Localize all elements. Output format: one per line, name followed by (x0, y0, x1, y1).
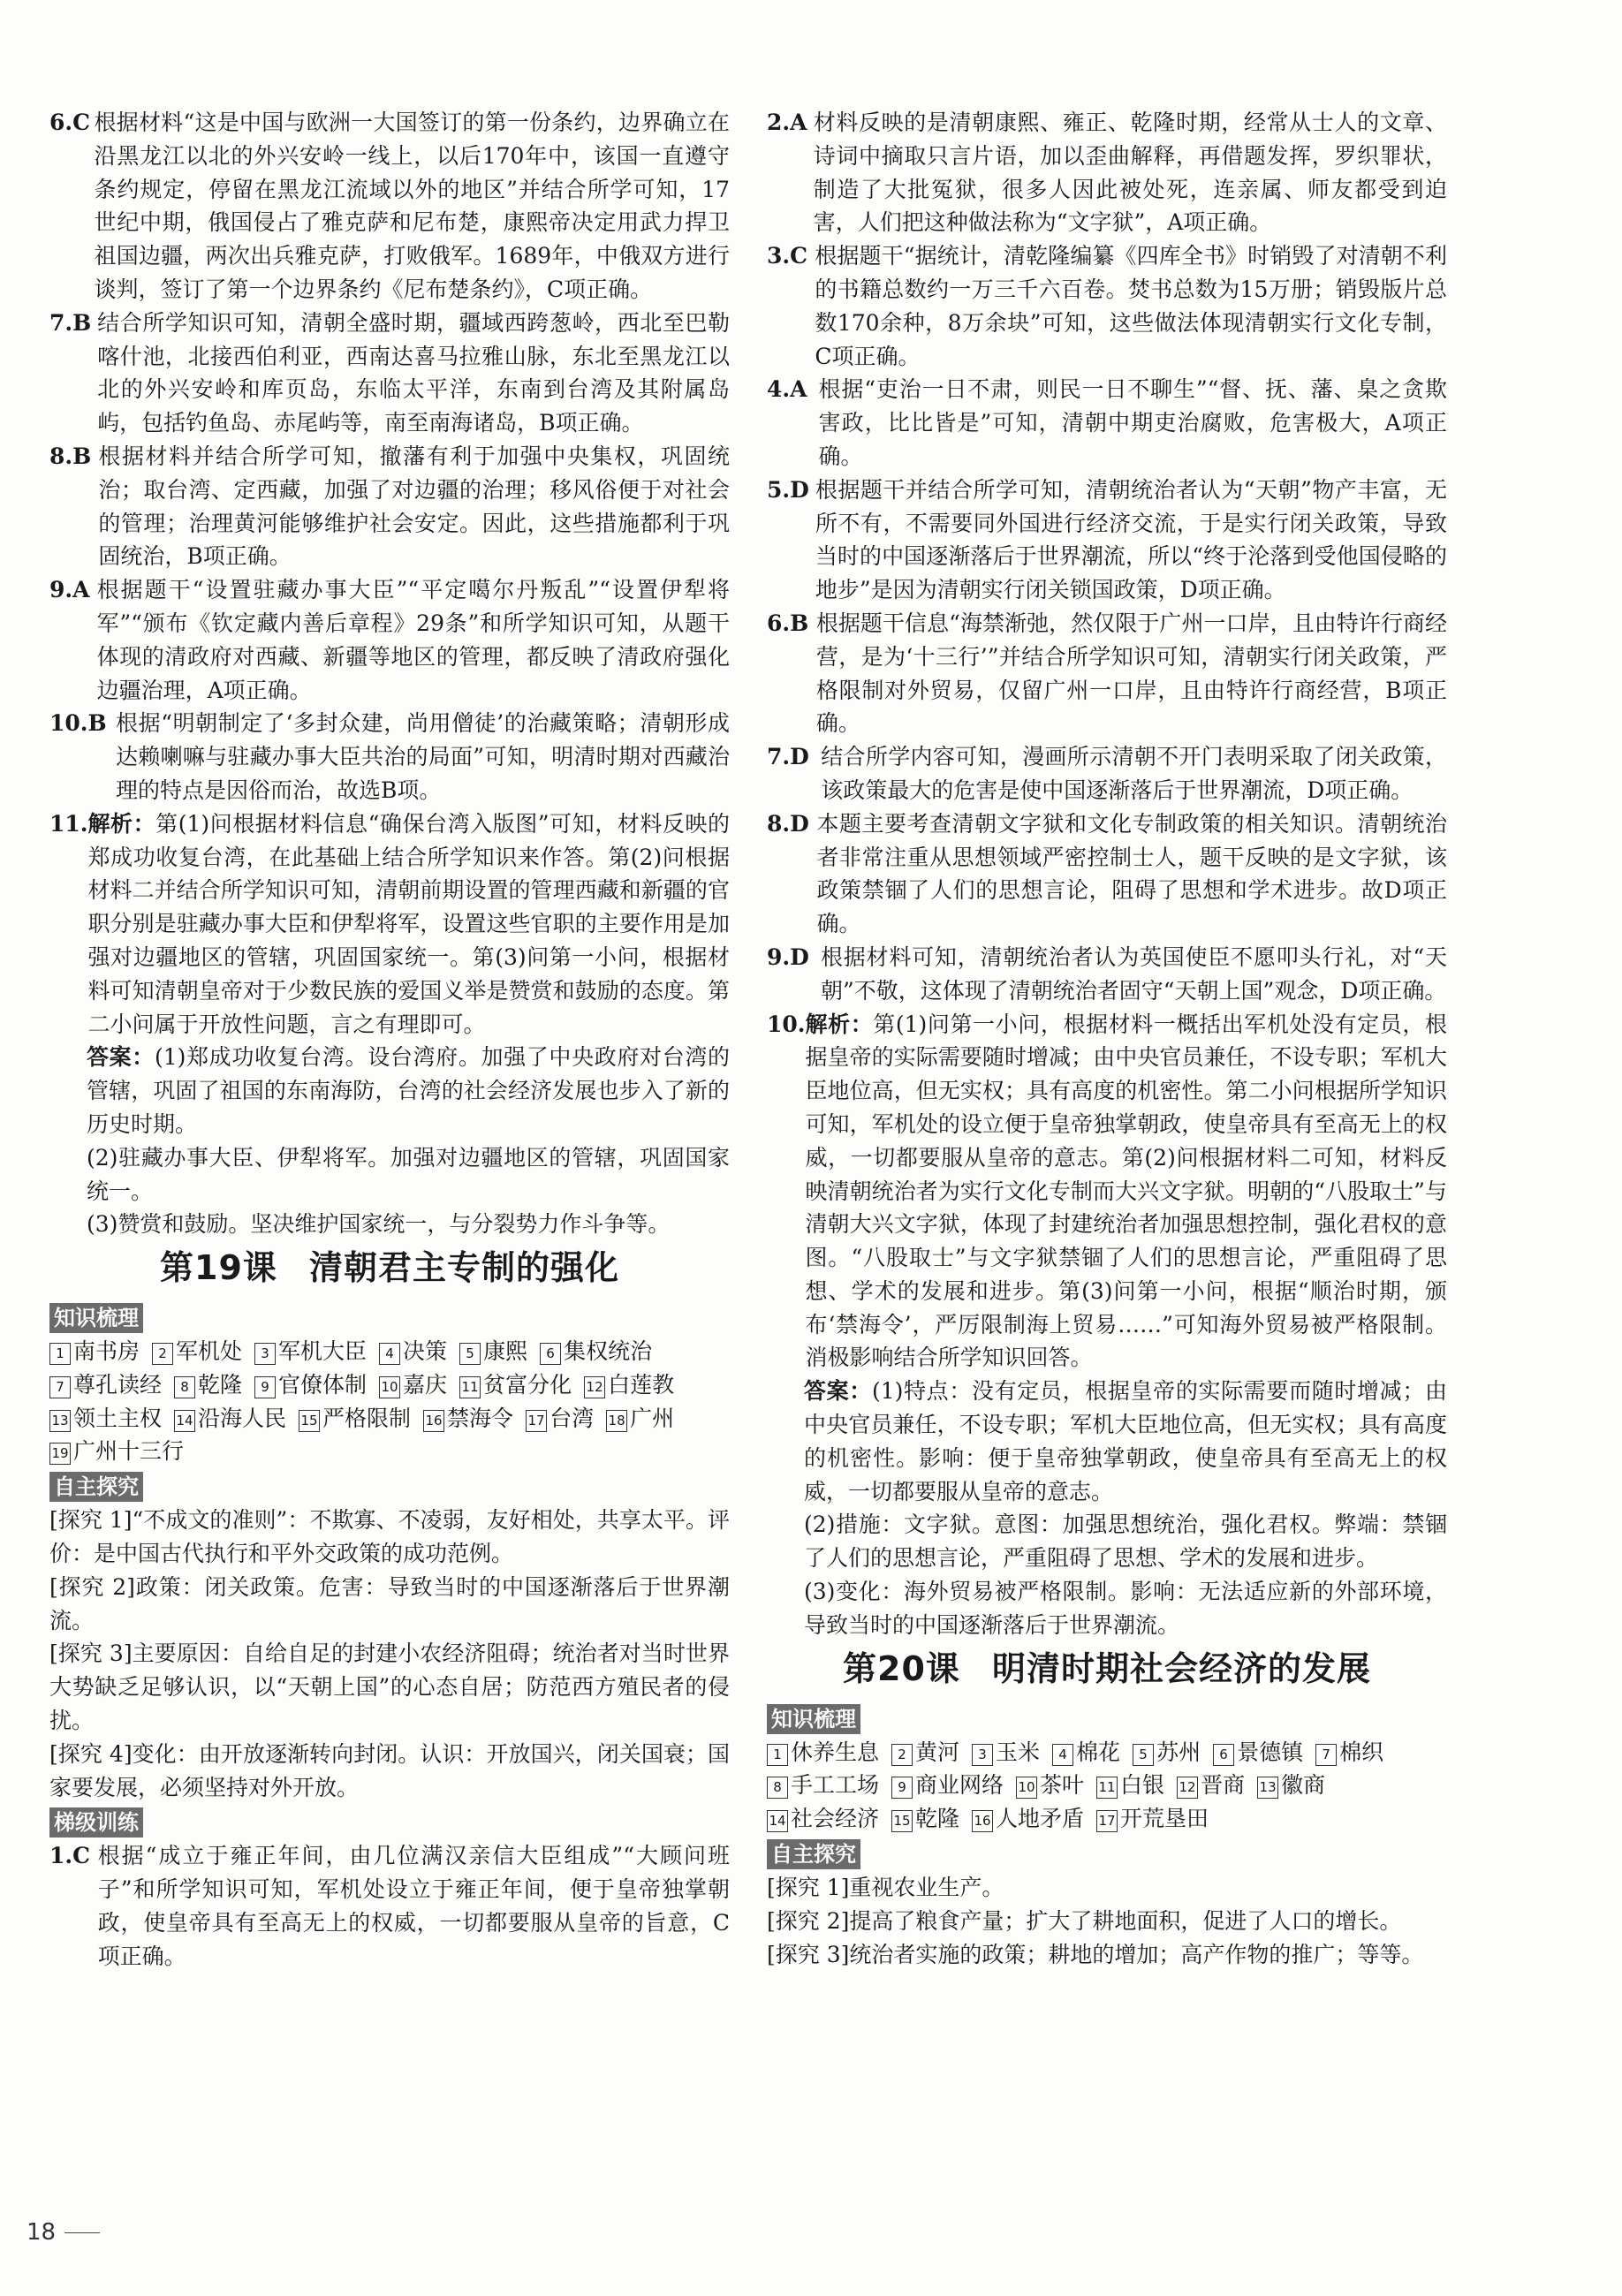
knowledge-item (459, 1335, 527, 1368)
item-number-box: 15 (299, 1410, 320, 1432)
knowledge-item (1257, 1769, 1325, 1802)
explore-item (49, 1637, 730, 1737)
item-number-box: 16 (972, 1810, 993, 1832)
item-number-box: 3 (254, 1343, 276, 1365)
knowledge-term: 康熙 (483, 1338, 528, 1365)
item-number-box: 13 (1257, 1777, 1278, 1799)
answer-item-9 (49, 573, 730, 707)
knowledge-item (891, 1802, 959, 1836)
page-footer (27, 2219, 100, 2246)
item-text: 结合所学内容可知，漫画所示清朝不开门表明采取了闭关政策，该政策最大的危害是使中国逐渐落后于世界潮流，D项正确。 (821, 744, 1447, 803)
knowledge-item (1213, 1736, 1303, 1769)
knowledge-term: 白莲教 (608, 1371, 675, 1398)
right-column (767, 106, 1447, 1971)
explore-item (49, 1504, 730, 1571)
item-text (806, 1008, 1448, 1375)
item-text: 根据材料可知，清朝统治者认为英国使臣不愿叩头行礼，对“天朝”不敬，这体现了清朝统治者固守“天朝上国”观念，D项正确。 (820, 943, 1447, 1004)
answer-item-r7 (767, 740, 1447, 807)
answer-item-r6 (767, 607, 1447, 740)
knowledge-term: 景德镇 (1237, 1739, 1304, 1765)
knowledge-term: 乾隆 (198, 1371, 243, 1398)
answer-item-11 (49, 807, 730, 1042)
item-number-box: 14 (174, 1410, 195, 1432)
knowledge-item (767, 1736, 879, 1769)
item-number: 6.C (49, 110, 90, 135)
answer-11-part1 (49, 1041, 730, 1140)
knowledge-item (174, 1402, 286, 1436)
section-tag-explore: 自主探究 (49, 1472, 143, 1502)
item-text: 根据题干并结合所学可知，清朝统治者认为“天朝”物产丰富，无所不有，不需要同外国进行经济交流，于是实行闭关政策，导致当时的中国逐渐落后于世界潮流，所以“终于沦落到受他国侵略的地步”是因为清朝实行闭关锁国政策，D项正确。 (815, 476, 1447, 603)
knowledge-item (459, 1368, 572, 1402)
item-text: 根据材料“这是中国与欧洲一大国签订的第一份条约，边界确立在沿黑龙江以北的外兴安岭一线上，以后170年中，该国一直遵守条约规定，停留在黑龙江流域以外的地区”并结合所学可知，17世纪中期，俄国侵占了雅克萨和尼布楚，康熙帝决定用武力捍卫祖国边疆，两次出兵雅克萨，打败俄军。1689年，中俄双方进行谈判，签订了第一个边界条约《尼布楚条约》，C项正确。 (94, 110, 730, 302)
knowledge-term: 开荒垦田 (1120, 1806, 1209, 1832)
answer-text: (1)郑成功收复台湾。设台湾府。加强了中央政府对台湾的管辖，巩固了祖国的东南海防，台湾的社会经济发展也步入了新的历史时期。 (87, 1044, 730, 1137)
knowledge-term: 沿海人民 (198, 1405, 287, 1431)
item-number-box: 9 (891, 1777, 913, 1799)
knowledge-item (379, 1368, 447, 1402)
item-number-box: 4 (1052, 1744, 1073, 1766)
explore-text: 主要原因：自给自足的封建小农经济阻碍；统治者对当时世界大势缺乏足够认识，以“天朝上国”的心态自居；防范西方殖民者的侵扰。 (49, 1641, 730, 1734)
training-item-1 (49, 1839, 730, 1973)
knowledge-item (423, 1402, 513, 1436)
item-number-box: 1 (767, 1744, 788, 1766)
answer-item-r3 (767, 239, 1447, 373)
item-number-box: 18 (606, 1410, 627, 1432)
knowledge-term: 嘉庆 (403, 1371, 448, 1398)
item-text: 根据材料并结合所学可知，撤藩有利于加强中央集权，巩固统治；取台湾、定西藏，加强了对边疆的治理；移风俗便于对社会的管理；治理黄河能够维护社会安定。因此，这些措施都利于巩固统治，B项正确。 (98, 443, 730, 570)
item-number-box: 19 (49, 1443, 71, 1465)
item-number: 10.B (49, 710, 107, 737)
item-number-box: 2 (891, 1744, 913, 1766)
explore-label: [探究 1] (767, 1875, 850, 1901)
knowledge-item (1096, 1802, 1209, 1836)
item-number-box: 9 (254, 1376, 276, 1398)
knowledge-term: 南书房 (73, 1338, 140, 1365)
explore-item (767, 1938, 1447, 1972)
item-number-box: 12 (584, 1376, 605, 1398)
knowledge-term: 人地矛盾 (996, 1806, 1085, 1832)
explore-item (767, 1905, 1447, 1938)
answer-10-part3: (3)变化：海外贸易被严格限制。影响：无法适应新的外部环境，导致当时的中国逐渐落后于世界潮流。 (804, 1579, 1447, 1638)
item-number-box: 7 (1315, 1744, 1337, 1766)
answer-item-7 (49, 307, 730, 440)
answer-text: (1)特点：没有定员，根据皇帝的实际需要而随时增减；由中央官员兼任，不设专职；军机大臣地位高，但无实权；具有高度的机密性。影响：便于皇帝独掌朝政，使皇帝具有至高无上的权威，一切都要服从皇帝的意志。 (804, 1378, 1447, 1504)
answer-item-8 (49, 440, 730, 573)
item-number: 11. (49, 810, 88, 837)
item-number-box: 7 (49, 1376, 71, 1398)
item-number: 8.D (767, 810, 809, 837)
answer-11-part3: (3)赞赏和鼓励。坚决维护国家统一，与分裂势力作斗争等。 (87, 1211, 671, 1238)
item-number-box: 14 (767, 1810, 788, 1832)
item-number-box: 5 (1133, 1744, 1154, 1766)
item-number-box: 16 (423, 1410, 444, 1432)
answer-item-r8 (767, 807, 1447, 941)
lesson-name: 清朝君主专制的强化 (308, 1248, 619, 1288)
page-number: 18 (27, 2219, 57, 2246)
knowledge-term: 商业网络 (915, 1772, 1004, 1799)
knowledge-item (49, 1368, 162, 1402)
explore-list (767, 1871, 1447, 1971)
item-text: 根据“吏治一日不肃，则民一日不聊生”“督、抚、藩、臬之贪欺害政，比比皆是”可知，清朝中期吏治腐败，危害极大，A项正确。 (818, 376, 1447, 469)
section-tag-knowledge: 知识梳理 (49, 1303, 143, 1333)
lesson-name: 明清时期社会经济的发展 (991, 1648, 1371, 1688)
knowledge-item (49, 1435, 184, 1468)
knowledge-term: 乾隆 (915, 1806, 960, 1832)
item-text: 根据“明朝制定了‘多封众建，尚用僧徒’的治藏策略；清朝形成达赖喇嘛与驻藏办事大臣共治的局面”可知，明清时期对西藏治理的特点是因俗而治，故选B项。 (116, 710, 730, 803)
item-text: 根据题干“据统计，清乾隆编纂《四库全书》时销毁了对清朝不利的书籍总数约一万三千六百卷。焚书总数为15万册；销毁版片总数170余种，8万余块”可知，这些做法体现清朝实行文化专制，C项正确。 (815, 243, 1447, 369)
knowledge-item (767, 1769, 879, 1802)
item-number: 1.C (49, 1843, 90, 1869)
knowledge-term: 尊孔读经 (73, 1371, 163, 1398)
item-number: 6.B (767, 610, 809, 636)
knowledge-item (49, 1402, 162, 1436)
analysis-text: 第(1)问根据材料信息“确保台湾入版图”可知，材料反映的郑成功收复台湾，在此基础上结合所学知识来作答。第(2)问根据材料二并结合所学知识可知，清朝前期设置的管理西藏和新疆的官职分别是驻藏办事大臣和伊犁将军，设置这些官职的主要作用是加强对边疆地区的管辖，巩固国家统一。第(3)问第一小问，根据材料可知清朝皇帝对于少数民族的爱国义举是赞赏和鼓励的态度。第二小问属于开放性问题，言之有理即可。 (87, 810, 730, 1037)
knowledge-term: 广州 (630, 1405, 675, 1431)
item-number-box: 13 (49, 1410, 71, 1432)
knowledge-term: 禁海令 (447, 1405, 514, 1431)
explore-text: 提高了粮食产量；扩大了耕地面积，促进了人口的增长。 (849, 1907, 1402, 1934)
knowledge-term: 白银 (1120, 1772, 1165, 1799)
knowledge-term: 茶叶 (1040, 1772, 1085, 1799)
item-number: 5.D (767, 476, 809, 503)
knowledge-item (254, 1335, 367, 1368)
knowledge-term: 苏州 (1156, 1739, 1201, 1765)
item-number-box: 11 (1096, 1777, 1118, 1799)
answer-item-r5 (767, 474, 1447, 607)
section-tag-training: 梯级训练 (49, 1807, 143, 1838)
knowledge-term: 严格限制 (322, 1405, 412, 1431)
knowledge-item (972, 1802, 1084, 1836)
knowledge-item (174, 1368, 242, 1402)
lesson-number: 第19课 (160, 1248, 277, 1288)
explore-label: [探究 3] (49, 1641, 133, 1667)
answer-item-6 (49, 106, 730, 307)
knowledge-term: 手工工场 (791, 1772, 880, 1799)
knowledge-item (1177, 1769, 1245, 1802)
knowledge-term: 玉米 (996, 1739, 1041, 1765)
explore-list (49, 1504, 730, 1804)
knowledge-term: 棉花 (1076, 1739, 1121, 1765)
knowledge-term: 军机大臣 (278, 1338, 368, 1365)
item-number-box: 17 (526, 1410, 547, 1432)
knowledge-item (606, 1402, 674, 1436)
knowledge-item (891, 1736, 959, 1769)
item-number-box: 6 (540, 1343, 561, 1365)
answer-item-10 (49, 707, 730, 807)
left-column (49, 106, 730, 1974)
answer-10-part2: (2)措施：文字狱。意图：加强思想统治，强化君权。弊端：禁锢了人们的思想言论，严重阻碍了思想、学术的发展和进步。 (804, 1512, 1447, 1572)
knowledge-item (254, 1368, 367, 1402)
knowledge-item (1133, 1736, 1201, 1769)
knowledge-term: 贫富分化 (483, 1371, 572, 1398)
item-number-box: 12 (1177, 1777, 1198, 1799)
explore-label: [探究 2] (767, 1907, 850, 1934)
knowledge-item (972, 1736, 1040, 1769)
analysis-label: 解析： (805, 1011, 874, 1037)
knowledge-item (299, 1402, 411, 1436)
knowledge-term: 领土主权 (73, 1405, 163, 1431)
knowledge-term: 台湾 (550, 1405, 595, 1431)
explore-item (49, 1738, 730, 1805)
item-number-box: 11 (459, 1376, 481, 1398)
knowledge-item (891, 1769, 1004, 1802)
knowledge-item (1096, 1769, 1164, 1802)
item-number: 9.A (49, 577, 90, 603)
knowledge-item (152, 1335, 242, 1368)
item-number-box: 4 (379, 1343, 400, 1365)
knowledge-term: 官僚体制 (278, 1371, 368, 1398)
item-text: 材料反映的是清朝康熙、雍正、乾隆时期，经常从士人的文章、诗词中摘取只言片语，加以歪曲解释，再借题发挥，罗织罪状，制造了大批冤狱，很多人因此被处死，连亲属、师友都受到迫害，人们把这种做法称为“文字狱”，A项正确。 (813, 110, 1447, 236)
item-text: 根据题干信息“海禁渐弛，然仅限于广州一口岸，且由特许行商经营，是为‘十三行’”并结合所学知识可知，清朝实行闭关政策，严格限制对外贸易，仅留广州一口岸，且由特许行商经营，B项正确。 (815, 610, 1447, 737)
lesson-number: 第20课 (843, 1648, 960, 1688)
item-number-box: 10 (1016, 1777, 1037, 1799)
knowledge-term: 决策 (403, 1338, 448, 1365)
item-number: 3.C (767, 243, 807, 269)
knowledge-term: 军机处 (176, 1338, 243, 1365)
explore-item (49, 1571, 730, 1638)
explore-text: 政策：闭关政策。危害：导致当时的中国逐渐落后于世界潮流。 (49, 1573, 730, 1633)
item-number-box: 6 (1213, 1744, 1234, 1766)
item-number: 7.B (49, 309, 92, 336)
knowledge-term: 休养生息 (791, 1739, 880, 1765)
answer-item-r10 (767, 1008, 1447, 1375)
item-text: 根据题干“设置驻藏办事大臣”“平定噶尔丹叛乱”“设置伊犁将军”“颁布《钦定藏内善后章程》29条”和所学知识可知，从题干体现的清政府对西藏、新疆等地区的管理，都反映了清政府强化边疆治理，A项正确。 (96, 577, 730, 703)
explore-label: [探究 3] (767, 1941, 850, 1967)
knowledge-list (49, 1335, 730, 1468)
item-number: 7.D (767, 744, 809, 770)
knowledge-item (379, 1335, 447, 1368)
explore-text: 统治者实施的政策；耕地的增加；高产作物的推广；等等。 (849, 1941, 1424, 1967)
explore-text: “不成文的准则”：不欺寡、不凌弱，友好相处，共享太平。评价：是中国古代执行和平外交政策的成功范例。 (49, 1507, 730, 1567)
answer-label: 答案： (87, 1044, 155, 1071)
knowledge-term: 黄河 (915, 1739, 960, 1765)
item-text: 根据“成立于雍正年间，由几位满汉亲信大臣组成”“大顾问班子”和所学知识可知，军机处设立于雍正年间，便于皇帝独掌朝政，使皇帝具有至高无上的权威，一切都要服从皇帝的旨意，C项正确。 (97, 1843, 730, 1969)
footer-rule (64, 2232, 100, 2233)
answer-label: 答案： (804, 1378, 872, 1405)
item-number: 4.A (767, 376, 807, 403)
analysis-label: 解析： (87, 810, 156, 837)
knowledge-item (540, 1335, 652, 1368)
item-number-box: 2 (152, 1343, 173, 1365)
answer-11-part2: (2)驻藏办事大臣、伊犁将军。加强对边疆地区的管辖，巩固国家统一。 (87, 1144, 730, 1204)
knowledge-item (584, 1368, 674, 1402)
analysis-text: 第(1)问第一小问，根据材料一概括出军机处没有定员，根据皇帝的实际需要随时增减；由中央官员兼任，不设专职；军机大臣地位高，但无实权；具有高度的机密性。第二小问根据所学知识可知，军机处的设立便于皇帝独掌朝政，使皇帝具有至高无上的权威，一切都要服从皇帝的意志。第(2)问根据材料二可知，材料反映清朝统治者为实行文化专制而大兴文字狱。明朝的“八股取士”与清朝大兴文字狱，体现了封建统治者加强思想控制，强化君权的意图。“八股取士”与文字狱禁锢了人们的思想言论，严重阻碍了思想、学术的发展和进步。第(3)问第一小问，根据“顺治时期，颁布‘禁海令’，严厉限制海上贸易……”可知海外贸易被严格限制。消极影响结合所学知识回答。 (805, 1011, 1447, 1371)
knowledge-term: 徽商 (1281, 1772, 1326, 1799)
item-text: 本题主要考查清朝文字狱和文化专制政策的相关知识。清朝统治者非常注重从思想领域严密控制士人，题干反映的是文字狱，该政策禁锢了人们的思想言论，阻碍了思想和学术进步。故D项正确。 (816, 810, 1447, 937)
item-number-box: 1 (49, 1343, 71, 1365)
explore-item (767, 1871, 1447, 1905)
item-number: 2.A (767, 110, 807, 135)
lesson-19-title (49, 1243, 730, 1292)
section-tag-knowledge: 知识梳理 (767, 1704, 860, 1734)
item-number-box: 8 (174, 1376, 195, 1398)
explore-label: [探究 1] (49, 1507, 133, 1534)
answer-item-r4 (767, 373, 1447, 473)
item-number-box: 8 (767, 1777, 788, 1799)
knowledge-term: 社会经济 (791, 1806, 880, 1832)
knowledge-item (767, 1802, 879, 1836)
item-number-box: 10 (379, 1376, 400, 1398)
item-text (88, 807, 731, 1042)
item-number: 8.B (49, 443, 92, 469)
explore-label: [探究 4] (49, 1740, 133, 1767)
explore-label: [探究 2] (49, 1573, 135, 1600)
knowledge-item (1052, 1736, 1120, 1769)
answer-item-r2 (767, 106, 1447, 239)
knowledge-term: 广州十三行 (73, 1438, 185, 1465)
knowledge-item (1315, 1736, 1383, 1769)
item-number: 10. (767, 1011, 806, 1037)
item-number-box: 3 (972, 1744, 993, 1766)
knowledge-list (767, 1736, 1447, 1836)
explore-text: 重视农业生产。 (849, 1875, 1004, 1901)
knowledge-term: 棉织 (1339, 1739, 1384, 1765)
knowledge-term: 集权统治 (564, 1338, 653, 1365)
knowledge-item (1016, 1769, 1084, 1802)
knowledge-item (526, 1402, 594, 1436)
item-number-box: 17 (1096, 1810, 1118, 1832)
explore-text: 变化：由开放逐渐转向封闭。认识：开放国兴，闭关国衰；国家要发展，必须坚持对外开放。 (49, 1740, 730, 1800)
answer-10-part1 (767, 1375, 1447, 1508)
lesson-20-title (767, 1644, 1447, 1694)
section-tag-explore: 自主探究 (767, 1839, 860, 1869)
knowledge-item (49, 1335, 140, 1368)
knowledge-term: 晋商 (1201, 1772, 1246, 1799)
answer-item-r9 (767, 941, 1447, 1008)
item-text: 结合所学知识可知，清朝全盛时期，疆域西跨葱岭，西北至巴勒喀什池，北接西伯利亚，西南达喜马拉雅山脉，东北至黑龙江以北的外兴安岭和库页岛，东临太平洋，东南到台湾及其附属岛屿，包括钓鱼岛、赤尾屿等，南至南海诸岛，B项正确。 (97, 309, 730, 436)
item-number: 9.D (767, 943, 809, 970)
item-number-box: 15 (891, 1810, 913, 1832)
item-number-box: 5 (459, 1343, 481, 1365)
